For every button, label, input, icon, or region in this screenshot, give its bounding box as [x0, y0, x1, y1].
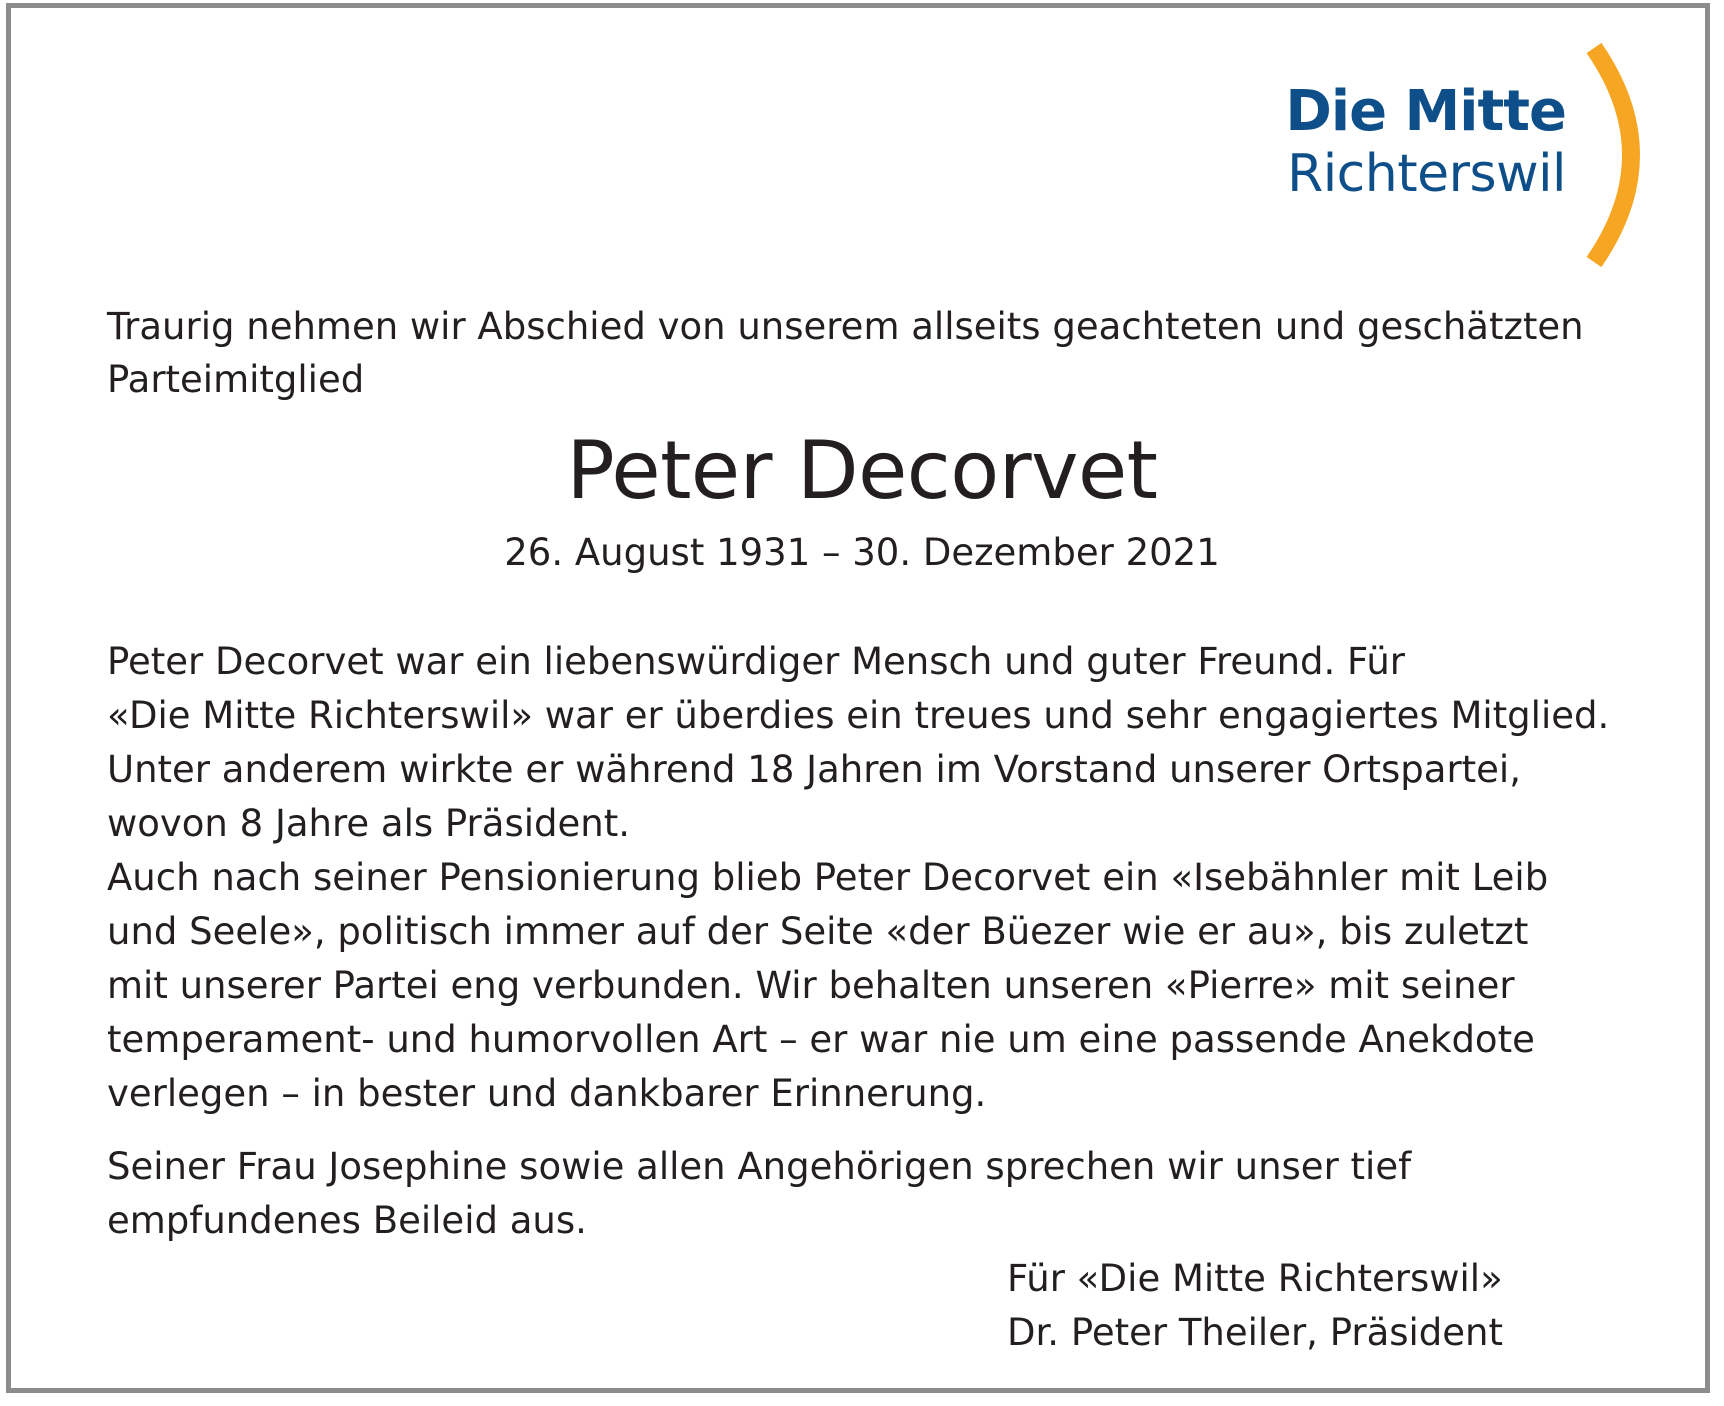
tribute-text [107, 635, 1609, 1121]
tribute-line: temperament- und humorvollen Art – er war nie um eine passende Anekdote [107, 1018, 1535, 1061]
party-logo [1230, 40, 1660, 270]
intro-text [107, 300, 1584, 406]
logo-arc-icon [1580, 40, 1660, 270]
intro-line: Traurig nehmen wir Abschied von unserem allseits geachteten und geschätzten [107, 305, 1584, 348]
life-dates: 26. August 1931 – 30. Dezember 2021 [504, 531, 1220, 574]
tribute-line: Auch nach seiner Pensionierung blieb Peter Decorvet ein «Isebähnler mit Leib [107, 856, 1549, 899]
logo-text-line2: Richterswil [1287, 144, 1566, 204]
tribute-line: Peter Decorvet war ein liebenswürdiger Mensch und guter Freund. Für [107, 640, 1405, 683]
tribute-line: wovon 8 Jahre als Präsident. [107, 802, 630, 845]
intro-line: Parteimitglied [107, 358, 365, 401]
tribute-line: «Die Mitte Richterswil» war er überdies ein treues und sehr engagiertes Mitglied. [107, 694, 1610, 737]
tribute-line: mit unserer Partei eng verbunden. Wir behalten unseren «Pierre» mit seiner [107, 964, 1515, 1007]
signature-line: Für «Die Mitte Richterswil» [1007, 1257, 1503, 1300]
deceased-name: Peter Decorvet [566, 424, 1158, 517]
condolence-line: empfundenes Beileid aus. [107, 1199, 587, 1242]
signature-block [1007, 1252, 1503, 1360]
logo-text-line1: Die Mitte [1285, 79, 1566, 144]
tribute-line: Unter anderem wirkte er während 18 Jahren im Vorstand unserer Ortspartei, [107, 748, 1521, 791]
signature-line: Dr. Peter Theiler, Präsident [1007, 1311, 1504, 1354]
condolence-text [107, 1140, 1411, 1248]
tribute-line: verlegen – in bester und dankbarer Erinnerung. [107, 1072, 987, 1115]
condolence-line: Seiner Frau Josephine sowie allen Angehörigen sprechen wir unser tief [107, 1145, 1412, 1188]
tribute-line: und Seele», politisch immer auf der Seite «der Büezer wie er au», bis zuletzt [107, 910, 1529, 953]
